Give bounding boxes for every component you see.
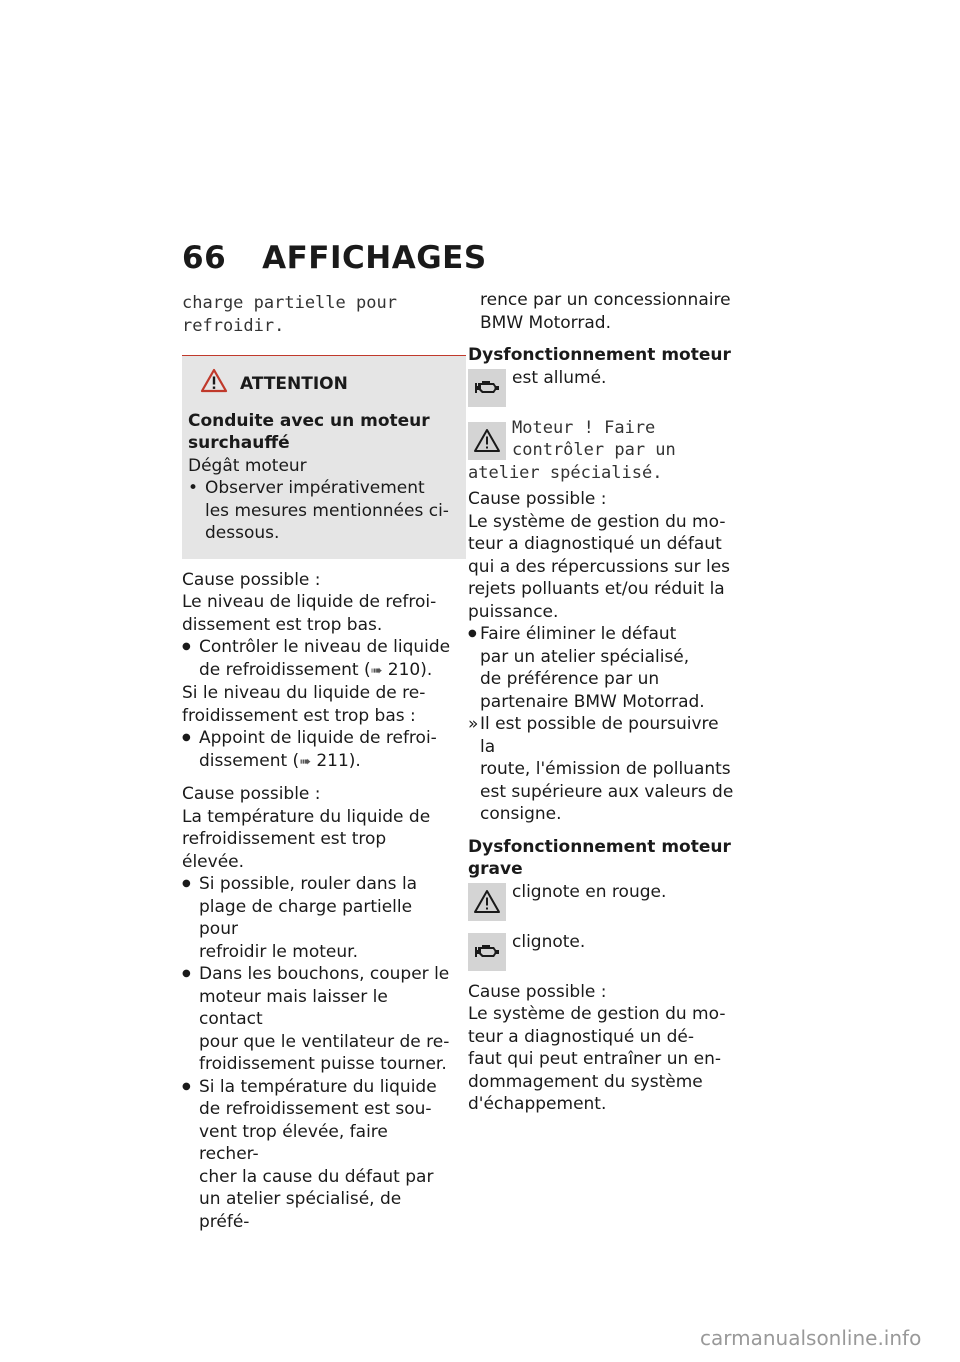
- bullet-line: ● Faire éliminer le défaut: [480, 624, 677, 644]
- intro-mono-1: charge partielle pour: [182, 293, 397, 313]
- bullet-line: plage de charge partielle pour: [199, 896, 413, 939]
- bullet-line: un atelier spécialisé, de préfé-: [199, 1189, 402, 1232]
- warning-bullet-line-1: • Observer impérativement: [205, 478, 425, 498]
- section2-cause-label: Cause possible :: [468, 981, 607, 1002]
- cause1-cond-2: froidissement est trop bas :: [182, 705, 416, 726]
- bullet-line: de refroidissement est sou-: [199, 1099, 432, 1119]
- section1-bullet: [468, 623, 738, 713]
- watermark[interactable]: carmanualsonline.info: [700, 1326, 922, 1350]
- bullet-line: moteur mais laisser le contact: [199, 986, 388, 1029]
- bullet-line: ● Dans les bouchons, couper le: [199, 964, 450, 984]
- cause1-bullet: [182, 636, 452, 682]
- section2-title-1: Dysfonctionnement moteur: [468, 836, 731, 857]
- cause2-label: Cause possible :: [182, 784, 321, 804]
- cause2-text-2: refroidissement est trop élevée.: [182, 829, 387, 872]
- section2-engine-line: [468, 931, 738, 981]
- warning-subtitle-2: surchauffé: [188, 433, 290, 453]
- section1-mono-1: Moteur ! Faire: [512, 417, 656, 438]
- result-line: route, l'émission de polluants: [480, 759, 731, 779]
- warning-title: ATTENTION: [240, 373, 348, 394]
- result-line: est supérieure aux valeurs de: [480, 781, 734, 802]
- chapter-title: AFFICHAGES: [262, 240, 487, 276]
- continued-text-2: BMW Motorrad.: [480, 312, 611, 333]
- bullet-line: ● Si possible, rouler dans la: [199, 874, 418, 894]
- section1-display-line: [468, 417, 738, 485]
- section1-result: [468, 713, 738, 826]
- page-header: [182, 240, 487, 276]
- section2-icon1-text: clignote en rouge.: [512, 881, 667, 902]
- section2-icon2-text: clignote.: [512, 931, 586, 952]
- bullet-line: partenaire BMW Motorrad.: [480, 691, 705, 712]
- bullet-line: froidissement puisse tourner.: [199, 1054, 447, 1074]
- cause1-text-2: dissement est trop bas.: [182, 614, 383, 635]
- warning-bullet-line-2: les mesures mentionnées ci-: [205, 500, 449, 521]
- cause1-ref2-link[interactable]: 211).: [316, 750, 361, 771]
- section2-cause-line: d'échappement.: [468, 1094, 607, 1114]
- reference-arrow-icon[interactable]: ➠: [299, 753, 311, 770]
- section1-cause-line: Le système de gestion du mo-: [468, 511, 726, 532]
- bullet-line: pour que le ventilateur de re-: [199, 1031, 450, 1052]
- left-column: [182, 292, 452, 1233]
- bullet-line: de préférence par un: [480, 669, 660, 689]
- bullet-line: ● Si la température du liquide: [199, 1076, 437, 1097]
- cause2-text-1: La température du liquide de: [182, 806, 431, 827]
- bullet-line: refroidir le moteur.: [199, 941, 358, 962]
- result-line: consigne.: [480, 804, 562, 824]
- warning-subtitle-1: Conduite avec un moteur: [188, 410, 430, 431]
- cause1-bullet-line-2: [199, 659, 452, 683]
- cause1-label: Cause possible :: [182, 569, 321, 590]
- section1-mono-2: contrôler par un: [512, 440, 676, 460]
- section1-title: Dysfonctionnement moteur: [468, 345, 731, 365]
- cause1-ref-link[interactable]: 210).: [387, 659, 433, 680]
- bullet-line: cher la cause du défaut par: [199, 1166, 434, 1187]
- warning-consequence: Dégât moteur: [188, 455, 307, 476]
- section1-cause-line: qui a des répercussions sur les: [468, 556, 731, 577]
- intro-mono-2: refroidir.: [182, 315, 285, 336]
- section2-cause-line: dommagement du système: [468, 1071, 703, 1092]
- section2-cause-line: teur a diagnostiqué un dé-: [468, 1026, 695, 1047]
- cause2-bullet-3: [182, 1076, 452, 1234]
- cause1-bullet-line-1: ● Contrôler le niveau de liquide: [199, 637, 451, 657]
- section1-engine-line: [468, 367, 738, 413]
- section1-cause-line: teur a diagnostiqué un défaut: [468, 534, 722, 554]
- cause2-bullet-1: [182, 873, 452, 963]
- warning-triangle-icon: [468, 422, 506, 460]
- warning-header: [200, 368, 456, 400]
- cause1-cond-1: Si le niveau du liquide de re-: [182, 683, 426, 703]
- reference-arrow-icon[interactable]: ➠: [370, 662, 383, 679]
- cause1-bullet-text: de refroidissement (: [199, 659, 371, 680]
- warning-triangle-icon: [200, 368, 228, 400]
- continued-text-1: rence par un concessionnaire: [480, 290, 731, 310]
- engine-check-icon: [468, 933, 506, 971]
- section2-cause-line: faut qui peut entraîner un en-: [468, 1049, 722, 1069]
- section1-cause-line: rejets polluants et/ou réduit la: [468, 579, 725, 599]
- cause2-bullet-2: [182, 963, 452, 1076]
- cause1-bullet2-line-1: ● Appoint de liquide de refroi-: [199, 728, 437, 748]
- section1-cause-label: Cause possible :: [468, 489, 607, 509]
- section1-cause-line: puissance.: [468, 601, 559, 622]
- warning-triangle-icon: [468, 883, 506, 921]
- section2-title-2: grave: [468, 859, 523, 879]
- warning-box: [182, 355, 466, 559]
- cause1-bullet2: [182, 727, 452, 773]
- cause1-bullet2-line-2: [199, 750, 452, 774]
- result-line: » Il est possible de poursuivre la: [480, 714, 719, 757]
- warning-bullet: [188, 477, 456, 545]
- cause1-text-1: Le niveau de liquide de refroi-: [182, 592, 437, 612]
- right-column: [468, 289, 738, 1116]
- section2-warning-line: [468, 881, 738, 931]
- bullet-line: vent trop élevée, faire recher-: [199, 1121, 388, 1164]
- bullet-line: par un atelier spécialisé,: [480, 646, 690, 667]
- section2-cause-line: Le système de gestion du mo-: [468, 1004, 726, 1024]
- engine-check-icon: [468, 369, 506, 407]
- cause1-bullet2-text: dissement (: [199, 750, 300, 771]
- section1-icon-text: est allumé.: [512, 367, 607, 388]
- warning-bullet-line-3: dessous.: [205, 523, 280, 543]
- page-number: 66: [182, 240, 227, 276]
- section1-mono-3: atelier spécialisé.: [468, 462, 663, 483]
